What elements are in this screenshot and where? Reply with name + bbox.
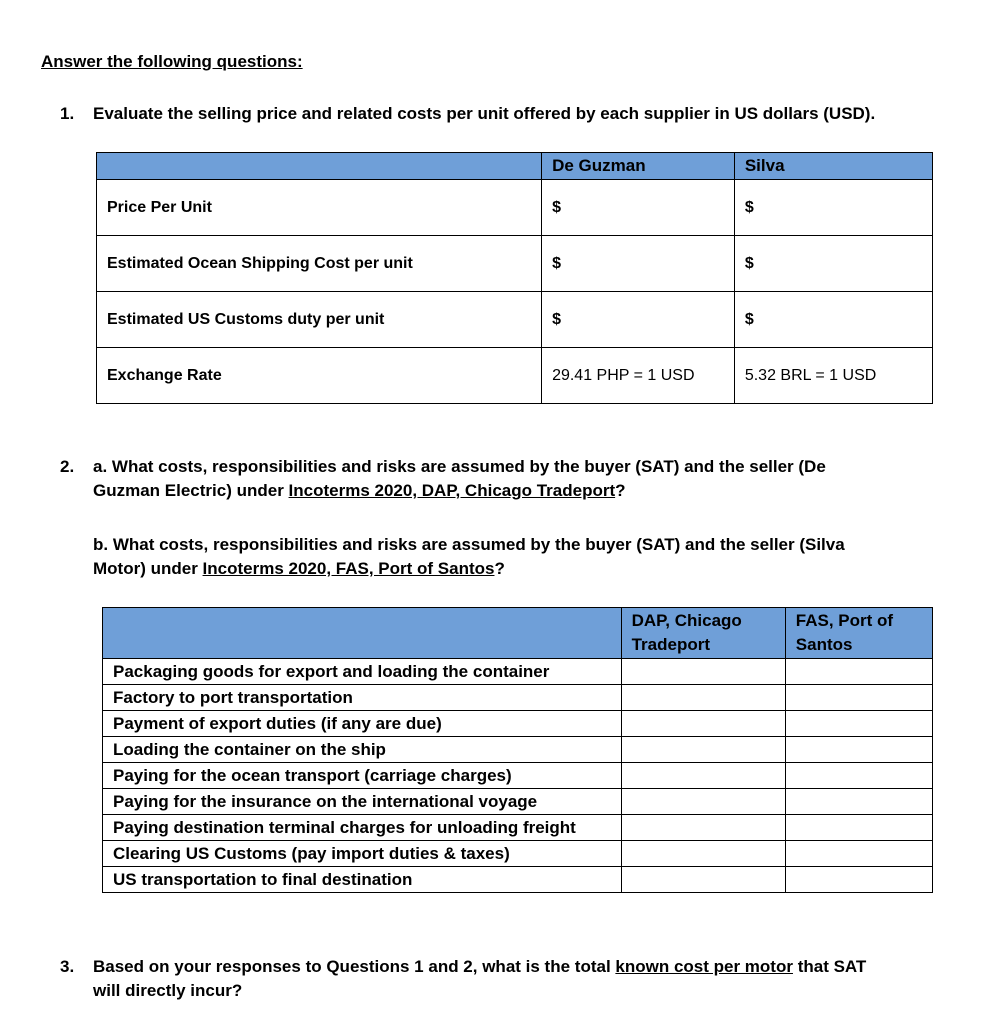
responsibility-label: Clearing US Customs (pay import duties & taxes)	[103, 841, 622, 867]
dap-answer-cell[interactable]	[621, 685, 785, 711]
question-2b-line2: Motor) under Incoterms 2020, FAS, Port of Santos?	[93, 559, 505, 578]
row-label: Estimated US Customs duty per unit	[97, 292, 542, 348]
question-3-text	[93, 955, 943, 1003]
header-dap-chicago: DAP, Chicago Tradeport	[621, 608, 785, 659]
question-1-text: Evaluate the selling price and related costs per unit offered by each supplier in US dollars (USD).	[93, 104, 876, 123]
fas-answer-cell[interactable]	[785, 737, 932, 763]
table-row	[103, 659, 933, 685]
responsibility-label: Loading the container on the ship	[103, 737, 622, 763]
question-3-line2: will directly incur?	[93, 981, 243, 1000]
de-guzman-price-cell[interactable]: $	[542, 180, 735, 236]
responsibility-label: Packaging goods for export and loading the container	[103, 659, 622, 685]
silva-shipping-cell[interactable]: $	[734, 236, 932, 292]
question-3-line1: Based on your responses to Questions 1 and 2, what is the total known cost per motor that SAT	[93, 957, 867, 976]
responsibility-label: Paying for the insurance on the international voyage	[103, 789, 622, 815]
question-2-number: 2.	[60, 457, 75, 476]
question-2b-line1: b. What costs, responsibilities and risks are assumed by the buyer (SAT) and the seller (Silva	[93, 535, 845, 554]
dap-answer-cell[interactable]	[621, 789, 785, 815]
dap-answer-cell[interactable]	[621, 815, 785, 841]
dap-answer-cell[interactable]	[621, 737, 785, 763]
fas-answer-cell[interactable]	[785, 789, 932, 815]
question-2a-text	[93, 455, 943, 503]
fas-answer-cell[interactable]	[785, 815, 932, 841]
de-guzman-duty-cell[interactable]: $	[542, 292, 735, 348]
table-row	[97, 236, 933, 292]
silva-price-cell[interactable]: $	[734, 180, 932, 236]
header-de-guzman: De Guzman	[542, 153, 735, 180]
header-fas-santos: FAS, Port of Santos	[785, 608, 932, 659]
header-silva: Silva	[734, 153, 932, 180]
supplier-cost-table	[96, 152, 933, 404]
table-row	[103, 841, 933, 867]
question-1-number: 1.	[60, 104, 75, 123]
fas-answer-cell[interactable]	[785, 763, 932, 789]
table-row	[103, 711, 933, 737]
table-row	[103, 685, 933, 711]
table-row	[103, 789, 933, 815]
responsibility-label: Paying for the ocean transport (carriage charges)	[103, 763, 622, 789]
dap-answer-cell[interactable]	[621, 841, 785, 867]
header-empty-cell	[97, 153, 542, 180]
table-row	[103, 737, 933, 763]
dap-answer-cell[interactable]	[621, 711, 785, 737]
question-2a-line2: Guzman Electric) under Incoterms 2020, DAP, Chicago Tradeport?	[93, 481, 626, 500]
table-row	[97, 348, 933, 404]
responsibility-label: Payment of export duties (if any are due)	[103, 711, 622, 737]
page-heading: Answer the following questions:	[41, 52, 303, 71]
table-row	[97, 180, 933, 236]
question-2a-line1: a. What costs, responsibilities and risks are assumed by the buyer (SAT) and the seller (De	[93, 457, 826, 476]
fas-answer-cell[interactable]	[785, 659, 932, 685]
dap-answer-cell[interactable]	[621, 659, 785, 685]
incoterms-table-header	[103, 608, 933, 659]
incoterms-responsibility-table	[102, 607, 933, 893]
incoterms-dap-link: Incoterms 2020, DAP, Chicago Tradeport	[288, 481, 616, 500]
table-row	[97, 292, 933, 348]
dap-answer-cell[interactable]	[621, 763, 785, 789]
supplier-cost-table-header	[97, 153, 933, 180]
silva-duty-cell[interactable]: $	[734, 292, 932, 348]
responsibility-label: Paying destination terminal charges for unloading freight	[103, 815, 622, 841]
table-row	[103, 763, 933, 789]
table-row	[103, 867, 933, 893]
incoterms-fas-link: Incoterms 2020, FAS, Port of Santos	[202, 559, 495, 578]
row-label: Price Per Unit	[97, 180, 542, 236]
responsibility-label: US transportation to final destination	[103, 867, 622, 893]
responsibility-label: Factory to port transportation	[103, 685, 622, 711]
de-guzman-exchange-rate: 29.41 PHP = 1 USD	[542, 348, 735, 404]
fas-answer-cell[interactable]	[785, 685, 932, 711]
question-3-number: 3.	[60, 957, 75, 976]
question-2b-text	[93, 533, 943, 581]
dap-answer-cell[interactable]	[621, 867, 785, 893]
silva-exchange-rate: 5.32 BRL = 1 USD	[734, 348, 932, 404]
fas-answer-cell[interactable]	[785, 711, 932, 737]
de-guzman-shipping-cell[interactable]: $	[542, 236, 735, 292]
header-empty-cell	[103, 608, 622, 659]
fas-answer-cell[interactable]	[785, 841, 932, 867]
table-row	[103, 815, 933, 841]
known-cost-per-motor: known cost per motor	[615, 957, 793, 976]
row-label: Estimated Ocean Shipping Cost per unit	[97, 236, 542, 292]
fas-answer-cell[interactable]	[785, 867, 932, 893]
row-label: Exchange Rate	[97, 348, 542, 404]
